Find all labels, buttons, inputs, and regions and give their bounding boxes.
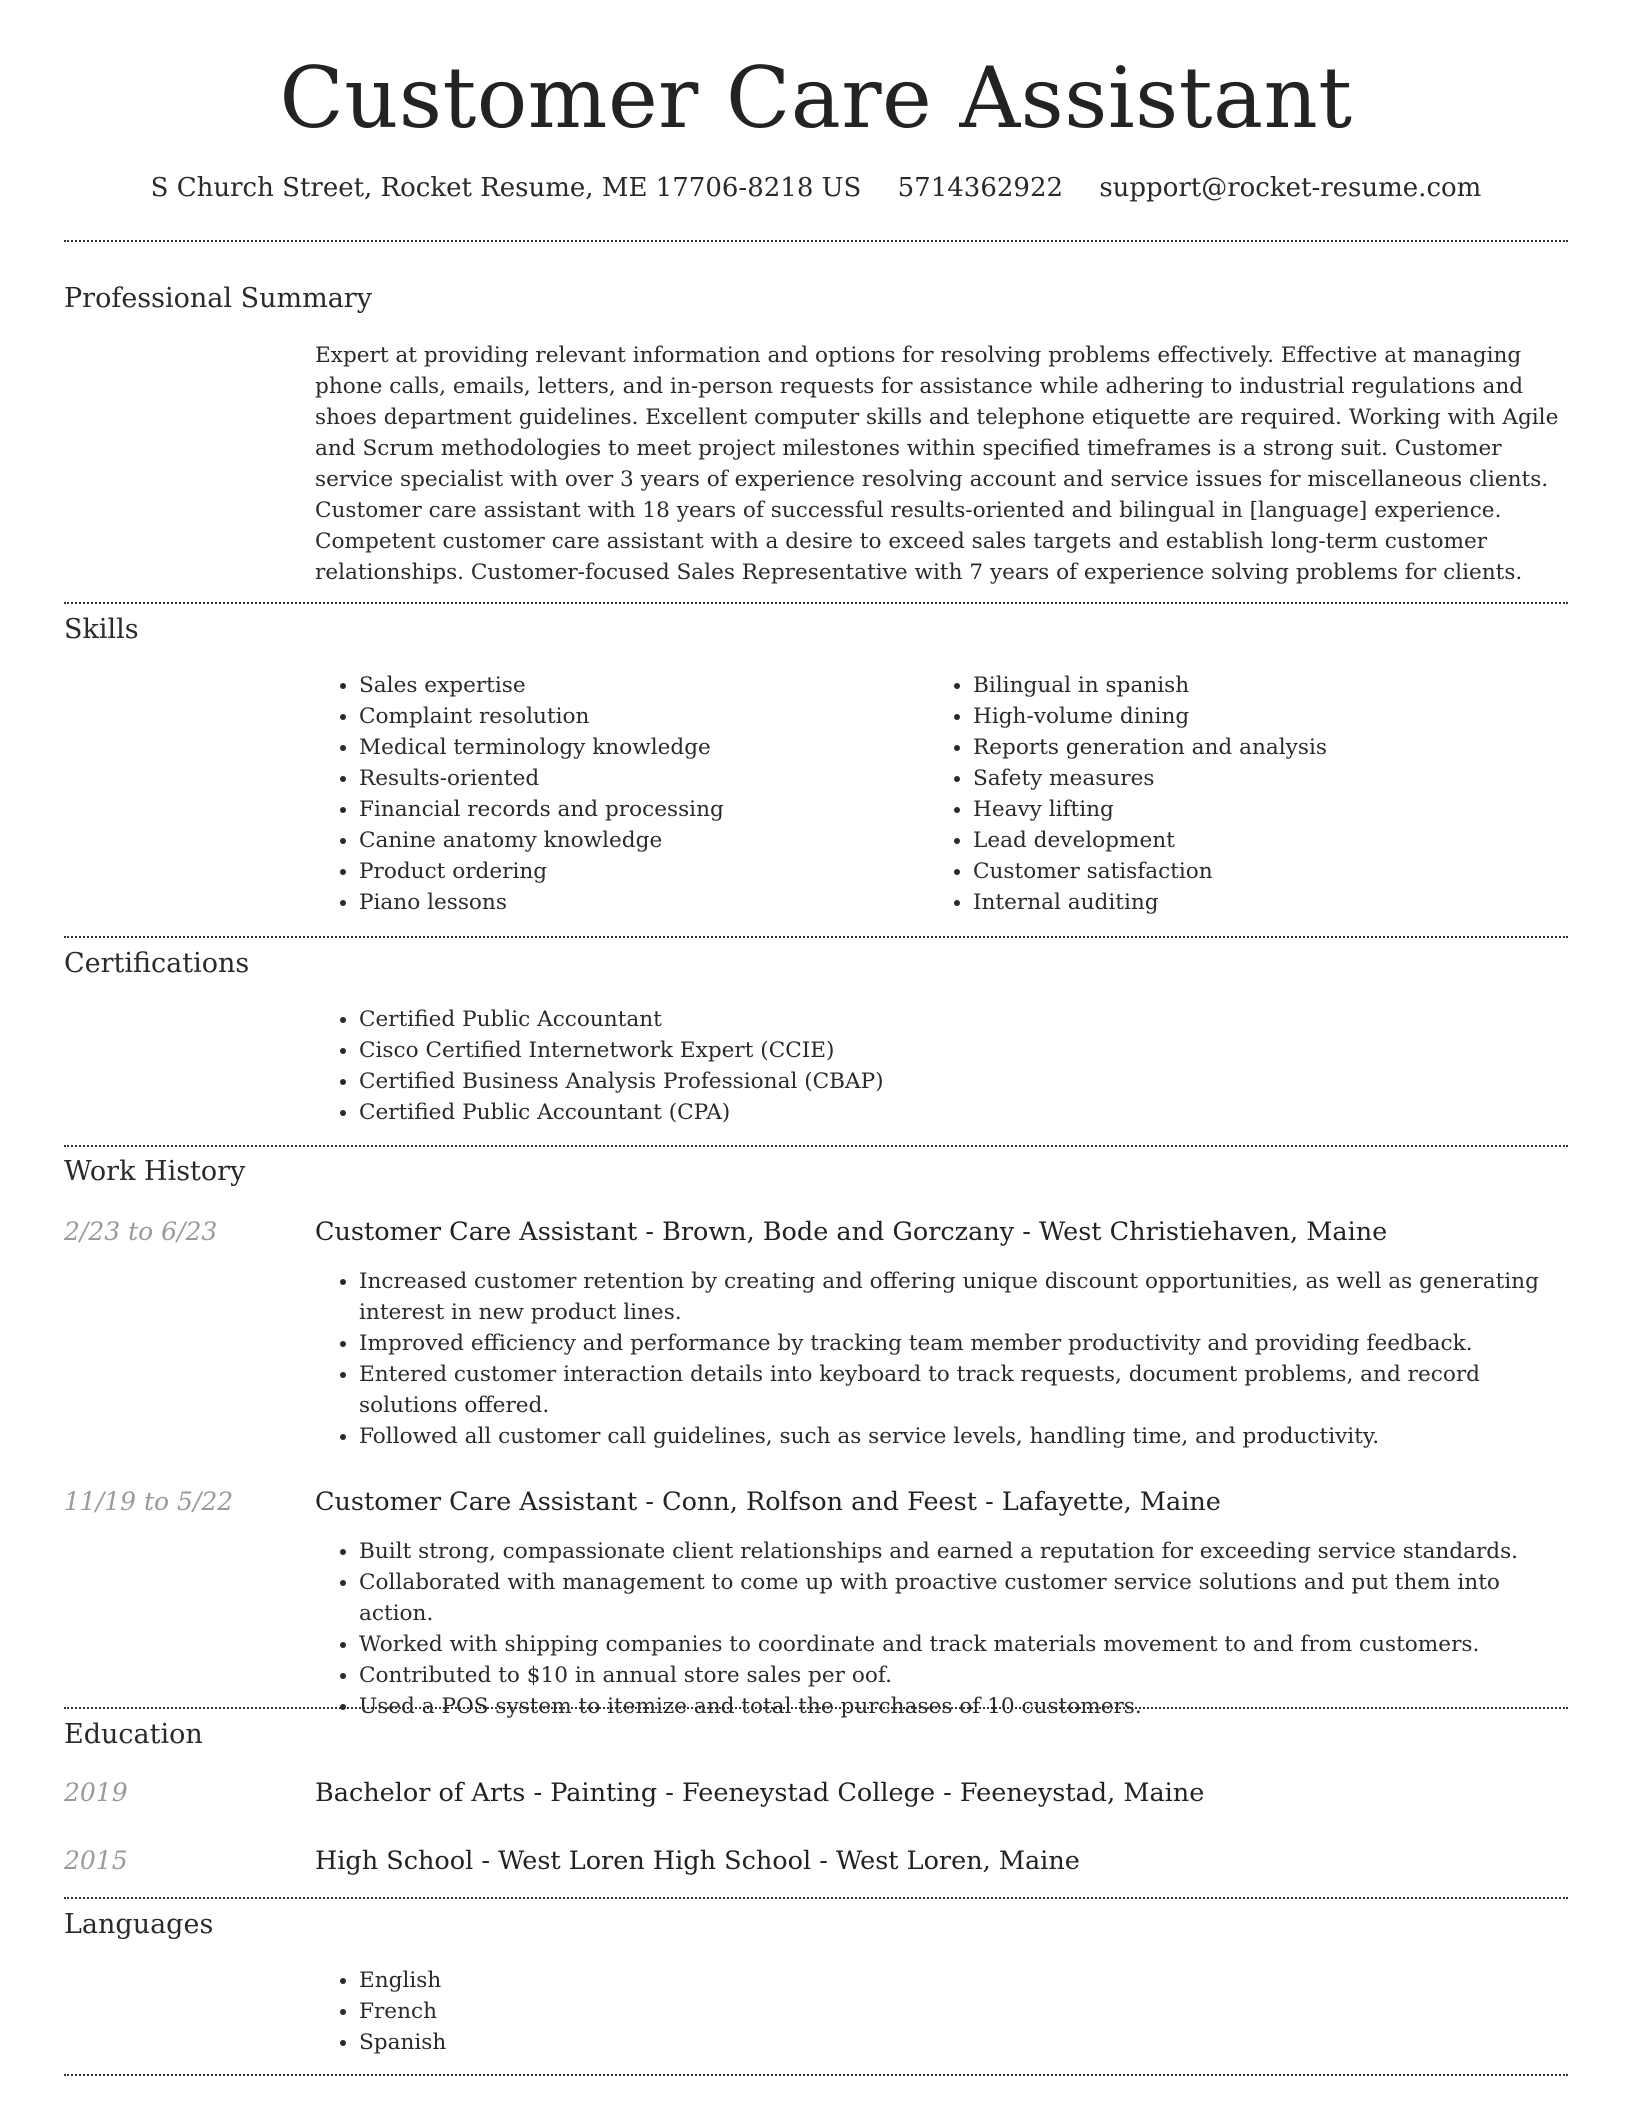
- skill-item: • Internal auditing: [973, 887, 1533, 918]
- certification-item: • Certified Public Accountant: [359, 1004, 1559, 1035]
- section-divider: [64, 1707, 1568, 1709]
- job-bullet: • Used a POS system to itemize and total the purchases of 10 customers.: [359, 1691, 1571, 1722]
- job-location: West Christiehaven, Maine: [1038, 1217, 1388, 1247]
- job-date: 11/19 to 5/22: [64, 1487, 234, 1516]
- certification-item: • Certified Business Analysis Professional (CBAP): [359, 1066, 1559, 1097]
- job-bullet: • Contributed to $10 in annual store sales per oof.: [359, 1660, 1571, 1691]
- contact-address: S Church Street, Rocket Resume, ME 17706-8218 US: [150, 173, 862, 203]
- skill-item: • Safety measures: [973, 763, 1533, 794]
- job-bullets: [315, 1266, 1571, 1452]
- language-item: • French: [359, 1996, 959, 2027]
- skills-list-right: [929, 670, 1533, 918]
- job-heading: Customer Care Assistant - Brown, Bode and Gorczany - West Christiehaven, Maine: [315, 1217, 1388, 1247]
- job-role: Customer Care Assistant: [315, 1217, 638, 1247]
- education-title: Education: [64, 1719, 203, 1750]
- education-location: Feeneystad, Maine: [959, 1778, 1205, 1808]
- job-bullet: • Improved efficiency and performance by tracking team member productivity and providing feedback.: [359, 1328, 1571, 1359]
- certifications-title: Certifications: [64, 948, 250, 979]
- job-company: Conn, Rolfson and Feest: [662, 1487, 977, 1517]
- certification-item: • Certified Public Accountant (CPA): [359, 1097, 1559, 1128]
- skill-item: • Piano lessons: [359, 887, 919, 918]
- section-divider: [64, 936, 1568, 938]
- job-bullet: • Entered customer interaction details into keyboard to track requests, document problems, and record solutions offered.: [359, 1359, 1571, 1421]
- contact-phone: 5714362922: [897, 173, 1064, 203]
- job-heading: Customer Care Assistant - Conn, Rolfson and Feest - Lafayette, Maine: [315, 1487, 1221, 1517]
- education-degree: Bachelor of Arts: [315, 1778, 526, 1808]
- job-bullet: • Followed all customer call guidelines, such as service levels, handling time, and productivity.: [359, 1421, 1571, 1452]
- skill-item: • Sales expertise: [359, 670, 919, 701]
- job-bullet: • Collaborated with management to come up with proactive customer service solutions and put them into action.: [359, 1567, 1571, 1629]
- education-school: Feeneystad College: [681, 1778, 936, 1808]
- skill-item: • Lead development: [973, 825, 1533, 856]
- job-bullets: [315, 1536, 1571, 1722]
- education-heading: Bachelor of Arts - Painting - Feeneystad College - Feeneystad, Maine: [315, 1778, 1205, 1808]
- work-history-title: Work History: [64, 1156, 246, 1187]
- job-date: 2/23 to 6/23: [64, 1217, 218, 1246]
- skills-title: Skills: [64, 614, 139, 645]
- skill-item: • Results-oriented: [359, 763, 919, 794]
- skill-item: • High-volume dining: [973, 701, 1533, 732]
- certifications-list: [315, 1004, 1559, 1128]
- education-degree: High School: [315, 1846, 474, 1876]
- job-bullet: • Increased customer retention by creating and offering unique discount opportunities, as well as generating interest in new product lines.: [359, 1266, 1571, 1328]
- section-divider: [64, 240, 1568, 242]
- language-item: • Spanish: [359, 2027, 959, 2058]
- skill-item: • Financial records and processing: [359, 794, 919, 825]
- summary-title: Professional Summary: [64, 283, 372, 314]
- job-company: Brown, Bode and Gorczany: [662, 1217, 1015, 1247]
- job-location: Lafayette, Maine: [1001, 1487, 1221, 1517]
- skill-item: • Heavy lifting: [973, 794, 1533, 825]
- resume-name: Customer Care Assistant: [279, 49, 1353, 147]
- section-divider: [64, 1897, 1568, 1899]
- skill-item: • Medical terminology knowledge: [359, 732, 919, 763]
- education-location: West Loren, Maine: [835, 1846, 1080, 1876]
- job-bullet: • Built strong, compassionate client relationships and earned a reputation for exceeding service standards.: [359, 1536, 1571, 1567]
- education-school: West Loren High School: [498, 1846, 812, 1876]
- skill-item: • Customer satisfaction: [973, 856, 1533, 887]
- section-divider: [64, 1145, 1568, 1147]
- languages-list: [315, 1965, 959, 2058]
- education-field: Painting: [550, 1778, 658, 1808]
- languages-title: Languages: [64, 1909, 214, 1940]
- certification-item: • Cisco Certified Internetwork Expert (CCIE): [359, 1035, 1559, 1066]
- skill-item: • Complaint resolution: [359, 701, 919, 732]
- job-role: Customer Care Assistant: [315, 1487, 638, 1517]
- contact-email: support@rocket-resume.com: [1099, 173, 1482, 203]
- section-divider: [64, 602, 1568, 604]
- contact-line: [0, 168, 1632, 208]
- education-year: 2015: [64, 1846, 128, 1875]
- section-divider: [64, 2074, 1568, 2076]
- skill-item: • Product ordering: [359, 856, 919, 887]
- job-bullet: • Worked with shipping companies to coordinate and track materials movement to and from customers.: [359, 1629, 1571, 1660]
- education-year: 2019: [64, 1778, 128, 1807]
- language-item: • English: [359, 1965, 959, 1996]
- skill-item: • Bilingual in spanish: [973, 670, 1533, 701]
- skill-item: • Reports generation and analysis: [973, 732, 1533, 763]
- skill-item: • Canine anatomy knowledge: [359, 825, 919, 856]
- education-heading: High School - West Loren High School - West Loren, Maine: [315, 1846, 1080, 1876]
- summary-text: Expert at providing relevant information and options for resolving problems effectively. Effective at managing phone calls, emails, letters, and in-person requests for assistance while adhering to industrial regulations and shoes department guidelines. Excellent computer skills and telephone etiquette are required. Working with Agile and Scrum methodologies to meet project milestones within specified timeframes is a strong suit. Customer service specialist with over 3 years of experience resolving account and service issues for miscellaneous clients. Customer care assistant with 18 years of successful results-oriented and bilingual in [language] experience. Competent customer care assistant with a desire to exceed sales targets and establish long-term customer relationships. Customer-focused Sales Representative with 7 years of experience solving problems for clients.: [315, 343, 1559, 585]
- skills-list-left: [315, 670, 919, 918]
